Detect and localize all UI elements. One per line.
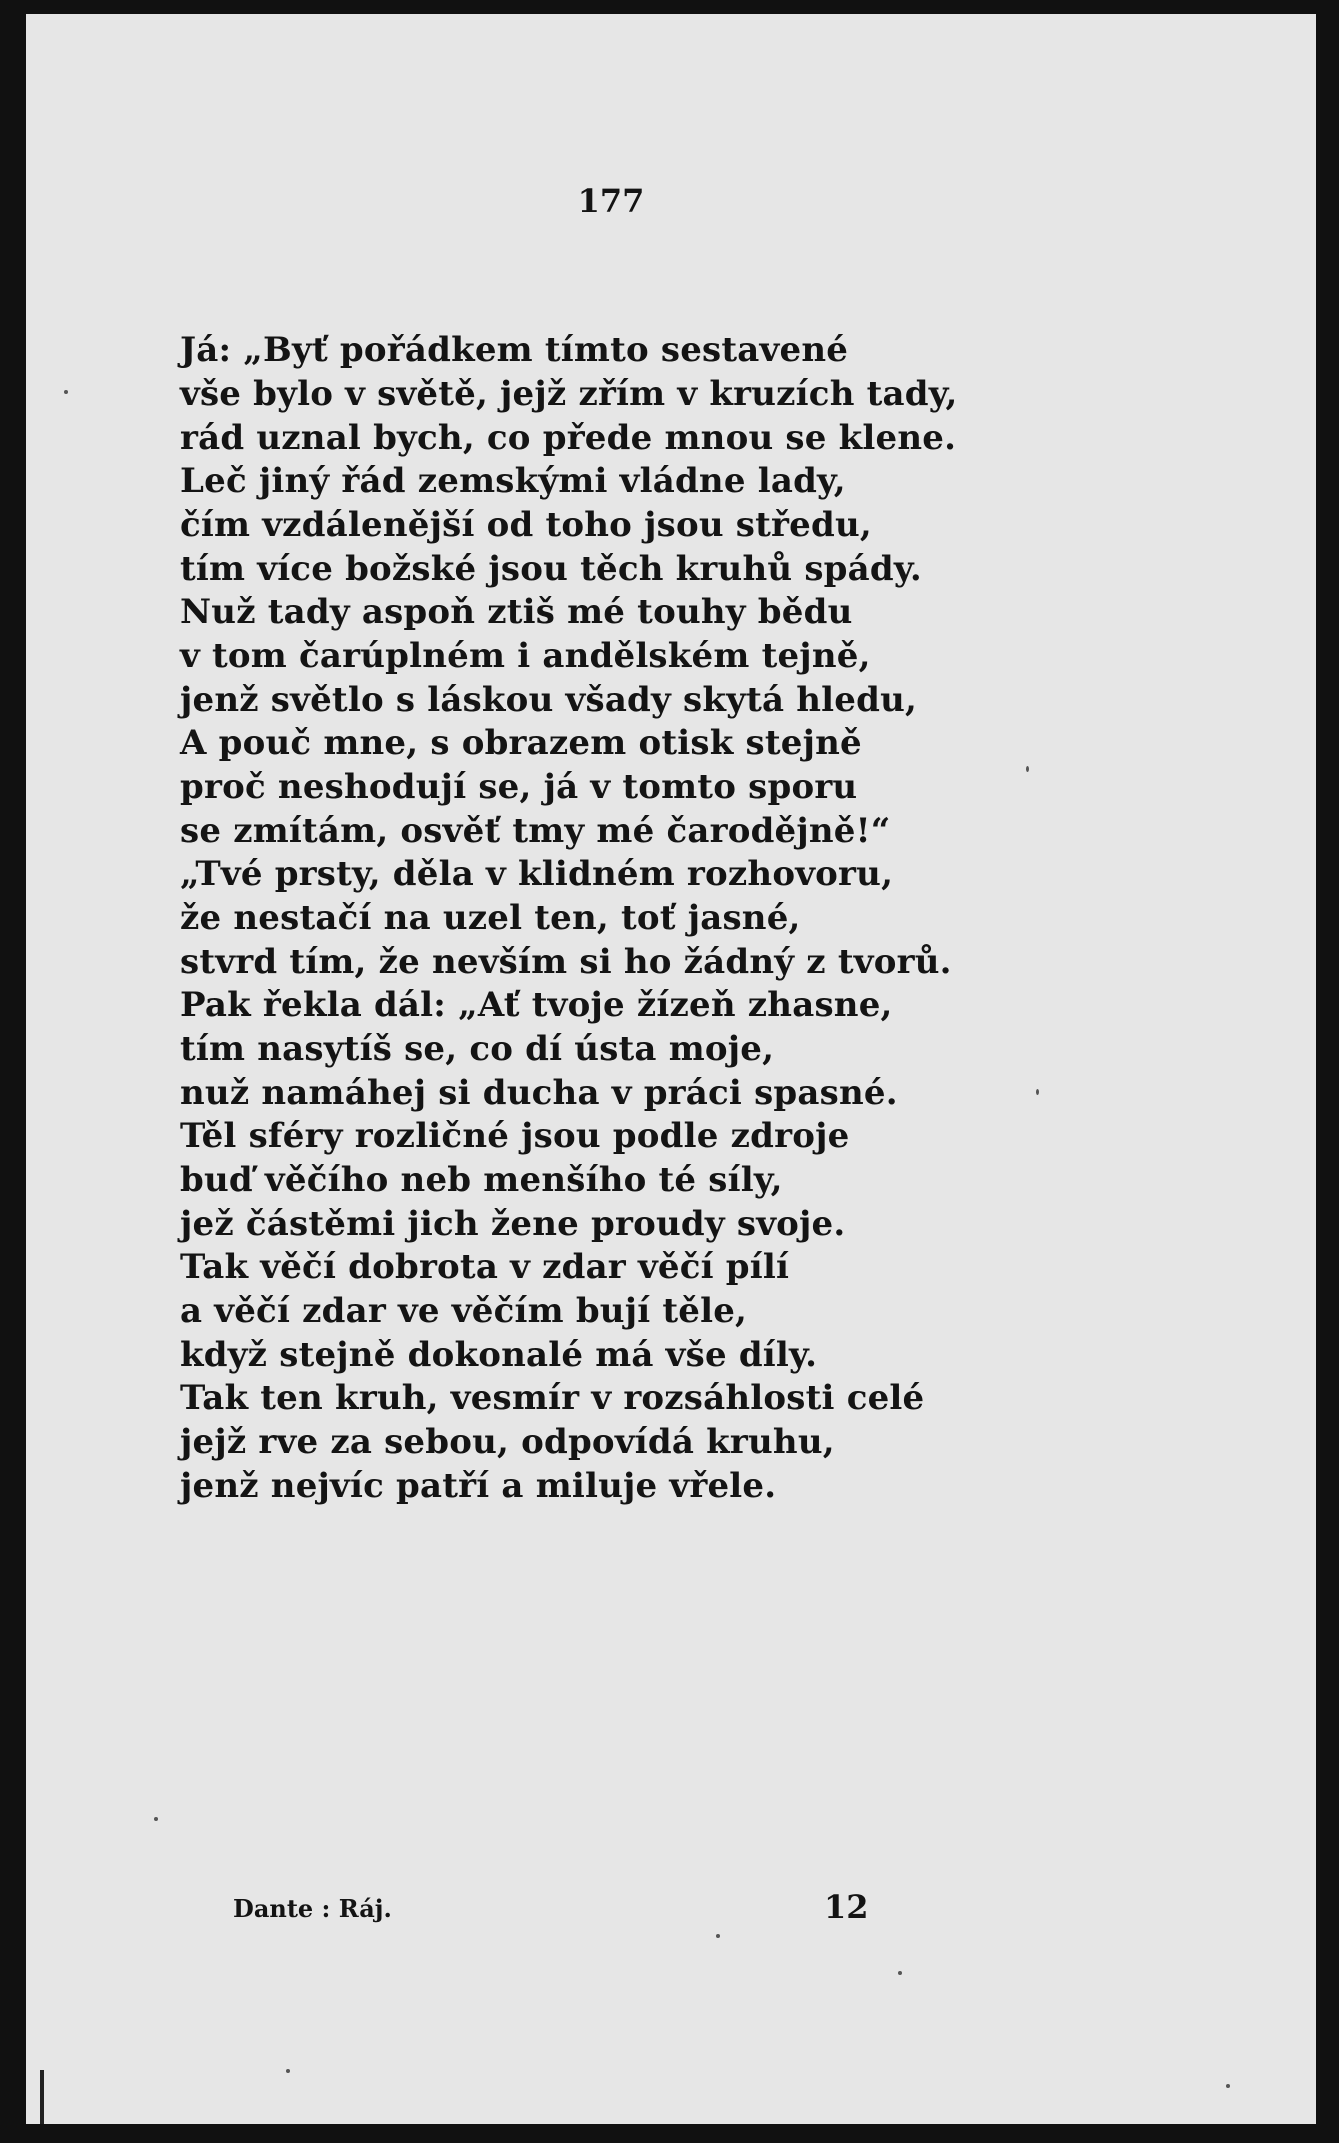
stanza [180,721,1180,852]
stanza [180,590,1180,721]
poem-line: jejž rve za sebou, odpovídá kruhu, [180,1422,835,1462]
poem-line: nuž namáhej si ducha v práci spasné. [180,1073,898,1113]
stanza [180,983,1180,1114]
poem-line: Nuž tady aspoň ztiš mé touhy bědu [180,592,853,632]
stanza [180,1376,1180,1508]
poem-line: čím vzdálenější od toho jsou středu, [180,505,872,545]
poem-line: jenž světlo s láskou všady skytá hledu, [180,680,918,720]
poem-line: proč neshodují se, já v tomto sporu [180,767,858,807]
poem-line: rád uznal bych, co přede mnou se klene. [180,418,957,458]
paper-speck [64,390,68,394]
poem-line: Leč jiný řád zemskými vládne lady, [180,461,846,501]
paper-speck [1226,2084,1230,2088]
poem-line: v tom čarúplném i andělském tejně, [180,636,871,676]
poem-line: stvrd tím, že nevším si ho žádný z tvorů. [180,942,952,982]
paper-speck [1036,1089,1039,1095]
poem-line: tím více božské jsou těch kruhů spády. [180,549,922,589]
poem-line: A pouč mne, s obrazem otisk stejně [180,723,862,763]
poem-line: Tak věčí dobrota v zdar věčí pílí [180,1247,790,1287]
signature-number: 12 [824,1888,869,1926]
signature-label: Dante : Ráj. [233,1894,392,1923]
poem-line: buď věčího neb menšího té síly, [180,1160,783,1200]
poem-line: Těl sféry rozličné jsou podle zdroje [180,1116,850,1156]
stanza [180,852,1180,983]
paper-speck [898,1971,902,1975]
poem-line: jež částěmi jich žene proudy svoje. [180,1204,846,1244]
stanza [180,459,1180,590]
poem-line: že nestačí na uzel ten, toť jasné, [180,898,801,938]
poem-line: vše bylo v světě, jejž zřím v kruzích tady, [180,374,958,414]
stanza [180,328,1180,459]
page-number: 177 [577,182,645,220]
poem-line: se zmítám, osvěť tmy mé čarodějně!“ [180,811,891,851]
poem-line: tím nasytíš se, co dí ústa moje, [180,1029,775,1069]
paper-speck [154,1817,158,1821]
book-page [26,14,1316,2124]
binding-mark [40,2070,44,2124]
poem-line: a věčí zdar ve věčím bují těle, [180,1291,748,1331]
stanza [180,1114,1180,1245]
poem-line: Tak ten kruh, vesmír v rozsáhlosti celé [180,1378,925,1418]
poem-line: Já: „Byť pořádkem tímto sestavené [180,330,849,370]
poem [180,328,1180,1508]
poem-line: „Tvé prsty, děla v klidném rozhovoru, [180,854,894,894]
poem-line: Pak řekla dál: „Ať tvoje žízeň zhasne, [180,985,893,1025]
stanza [180,1245,1180,1376]
poem-line: jenž nejvíc patří a miluje vřele. [180,1466,777,1506]
paper-speck [286,2069,290,2073]
paper-speck [1026,766,1029,772]
paper-speck [716,1934,720,1938]
poem-line: když stejně dokonalé má vše díly. [180,1335,818,1375]
